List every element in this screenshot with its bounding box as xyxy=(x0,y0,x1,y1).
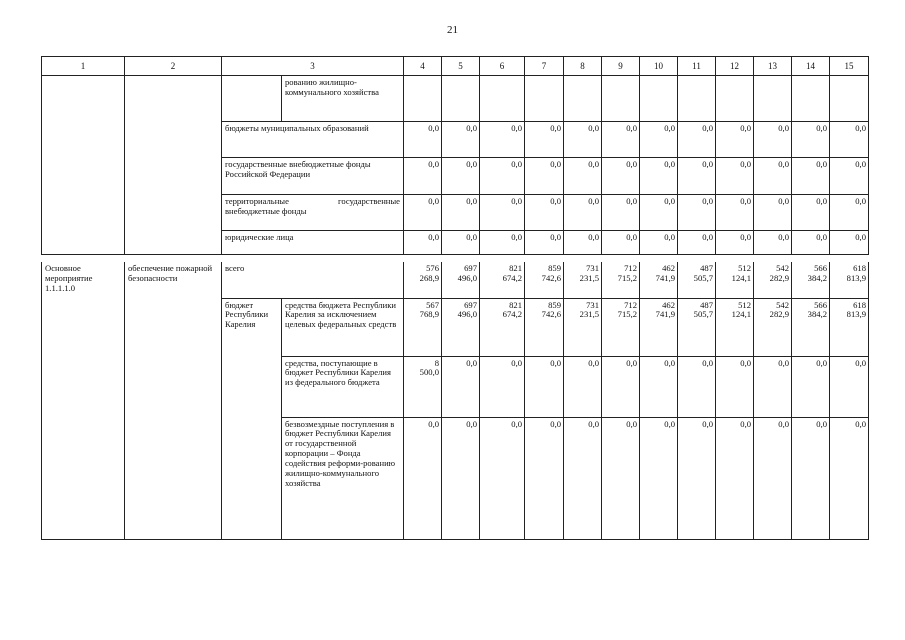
header-cell: 3 xyxy=(222,57,404,76)
value-cell: 512 124,1 xyxy=(716,298,754,356)
value-cell: 462 741,9 xyxy=(640,262,678,298)
header-row xyxy=(42,57,869,76)
header-cell: 2 xyxy=(125,57,222,76)
header-cell: 12 xyxy=(716,57,754,76)
value-cell: 0,0 xyxy=(716,231,754,255)
source-label: территориальные государственные внебюджетные фонды xyxy=(222,195,404,231)
value-cell: 0,0 xyxy=(602,356,640,417)
source-label: средства, поступающие в бюджет Республики Карелия из федерального бюджета xyxy=(282,356,404,417)
value-cell: 0,0 xyxy=(442,356,480,417)
value-cell: 0,0 xyxy=(754,195,792,231)
value-cell: 487 505,7 xyxy=(678,298,716,356)
value-cell: 0,0 xyxy=(442,195,480,231)
source-label: всего xyxy=(222,262,404,298)
value-cell: 0,0 xyxy=(754,231,792,255)
value-cell: 821 674,2 xyxy=(480,262,525,298)
value-cell: 0,0 xyxy=(716,417,754,539)
source-label: юридические лица xyxy=(222,231,404,255)
empty-cell xyxy=(42,76,125,255)
value-cell: 859 742,6 xyxy=(525,262,564,298)
header-cell: 1 xyxy=(42,57,125,76)
value-cell: 0,0 xyxy=(564,417,602,539)
value-cell: 697 496,0 xyxy=(442,262,480,298)
measure-description: обеспечение пожарной безопасности xyxy=(125,262,222,539)
value-cell: 712 715,2 xyxy=(602,298,640,356)
empty-cell xyxy=(442,76,480,122)
value-cell: 0,0 xyxy=(564,356,602,417)
header-cell: 14 xyxy=(792,57,830,76)
value-cell: 0,0 xyxy=(678,195,716,231)
value-cell: 0,0 xyxy=(525,417,564,539)
value-cell: 0,0 xyxy=(830,231,869,255)
value-cell: 0,0 xyxy=(678,122,716,158)
empty-cell xyxy=(792,76,830,122)
value-cell: 487 505,7 xyxy=(678,262,716,298)
value-cell: 0,0 xyxy=(480,356,525,417)
value-cell: 0,0 xyxy=(442,122,480,158)
value-cell: 0,0 xyxy=(716,356,754,417)
value-cell: 0,0 xyxy=(640,356,678,417)
value-cell: 0,0 xyxy=(754,417,792,539)
value-cell: 0,0 xyxy=(564,231,602,255)
empty-cell xyxy=(678,76,716,122)
empty-cell xyxy=(222,76,282,122)
value-cell: 0,0 xyxy=(602,195,640,231)
value-cell: 712 715,2 xyxy=(602,262,640,298)
value-cell: 0,0 xyxy=(754,158,792,195)
value-cell: 0,0 xyxy=(442,158,480,195)
header-cell: 13 xyxy=(754,57,792,76)
header-cell: 4 xyxy=(404,57,442,76)
value-cell: 0,0 xyxy=(480,195,525,231)
empty-cell xyxy=(640,76,678,122)
value-cell: 0,0 xyxy=(640,158,678,195)
value-cell: 0,0 xyxy=(442,417,480,539)
value-cell: 0,0 xyxy=(404,158,442,195)
value-cell: 0,0 xyxy=(564,195,602,231)
empty-cell xyxy=(525,76,564,122)
empty-cell xyxy=(602,76,640,122)
measure-name: Основное мероприятие 1.1.1.1.0 xyxy=(42,262,125,539)
value-cell: 0,0 xyxy=(404,195,442,231)
source-label: средства бюджета Республики Карелия за исключением целевых федеральных средств xyxy=(282,298,404,356)
value-cell: 0,0 xyxy=(480,158,525,195)
value-cell: 618 813,9 xyxy=(830,262,869,298)
empty-cell xyxy=(404,76,442,122)
empty-cell xyxy=(716,76,754,122)
value-cell: 0,0 xyxy=(716,158,754,195)
value-cell: 0,0 xyxy=(830,122,869,158)
value-cell: 0,0 xyxy=(525,356,564,417)
value-cell: 0,0 xyxy=(792,356,830,417)
value-cell: 542 282,9 xyxy=(754,262,792,298)
header-cell: 8 xyxy=(564,57,602,76)
budget-table xyxy=(41,56,869,255)
value-cell: 0,0 xyxy=(564,158,602,195)
value-cell: 566 384,2 xyxy=(792,298,830,356)
value-cell: 859 742,6 xyxy=(525,298,564,356)
value-cell: 0,0 xyxy=(480,122,525,158)
source-label: безвозмездные поступления в бюджет Республики Карелия от государственной корпорации – Фонда содействия реформи-рованию жилищно-коммунального хозяйства xyxy=(282,417,404,539)
value-cell: 0,0 xyxy=(754,356,792,417)
value-cell: 0,0 xyxy=(678,231,716,255)
value-cell: 0,0 xyxy=(792,417,830,539)
value-cell: 0,0 xyxy=(525,158,564,195)
value-cell: 0,0 xyxy=(830,195,869,231)
value-cell: 731 231,5 xyxy=(564,262,602,298)
value-cell: 0,0 xyxy=(678,356,716,417)
value-cell: 0,0 xyxy=(792,195,830,231)
value-cell: 0,0 xyxy=(678,417,716,539)
value-cell: 542 282,9 xyxy=(754,298,792,356)
value-cell: 0,0 xyxy=(602,158,640,195)
value-cell: 0,0 xyxy=(830,158,869,195)
page-number: 21 xyxy=(447,24,458,36)
source-label: бюджеты муниципальных образований xyxy=(222,122,404,158)
value-cell: 0,0 xyxy=(640,122,678,158)
value-cell: 821 674,2 xyxy=(480,298,525,356)
value-cell: 566 384,2 xyxy=(792,262,830,298)
value-cell: 0,0 xyxy=(602,231,640,255)
value-cell: 0,0 xyxy=(640,417,678,539)
value-cell: 0,0 xyxy=(564,122,602,158)
table-row xyxy=(42,262,869,298)
source-label: рованию жилищно-коммунального хозяйства xyxy=(282,76,404,122)
value-cell: 8 500,0 xyxy=(404,356,442,417)
value-cell: 0,0 xyxy=(792,122,830,158)
empty-cell xyxy=(480,76,525,122)
header-cell: 15 xyxy=(830,57,869,76)
value-cell: 0,0 xyxy=(404,122,442,158)
value-cell: 0,0 xyxy=(792,231,830,255)
value-cell: 0,0 xyxy=(830,417,869,539)
value-cell: 0,0 xyxy=(525,195,564,231)
empty-cell xyxy=(830,76,869,122)
value-cell: 0,0 xyxy=(678,158,716,195)
value-cell: 0,0 xyxy=(716,195,754,231)
value-cell: 0,0 xyxy=(716,122,754,158)
value-cell: 0,0 xyxy=(754,122,792,158)
empty-cell xyxy=(125,76,222,255)
header-cell: 11 xyxy=(678,57,716,76)
value-cell: 0,0 xyxy=(792,158,830,195)
value-cell: 0,0 xyxy=(404,417,442,539)
value-cell: 0,0 xyxy=(480,417,525,539)
header-cell: 10 xyxy=(640,57,678,76)
empty-cell xyxy=(564,76,602,122)
value-cell: 0,0 xyxy=(525,231,564,255)
value-cell: 0,0 xyxy=(404,231,442,255)
budget-group-label: бюджет Республики Карелия xyxy=(222,298,282,539)
value-cell: 0,0 xyxy=(640,231,678,255)
value-cell: 576 268,9 xyxy=(404,262,442,298)
value-cell: 567 768,9 xyxy=(404,298,442,356)
value-cell: 0,0 xyxy=(480,231,525,255)
value-cell: 0,0 xyxy=(525,122,564,158)
header-cell: 6 xyxy=(480,57,525,76)
source-label: государственные внебюджетные фонды Российской Федерации xyxy=(222,158,404,195)
value-cell: 462 741,9 xyxy=(640,298,678,356)
header-cell: 9 xyxy=(602,57,640,76)
value-cell: 0,0 xyxy=(602,417,640,539)
value-cell: 0,0 xyxy=(442,231,480,255)
value-cell: 0,0 xyxy=(830,356,869,417)
value-cell: 697 496,0 xyxy=(442,298,480,356)
value-cell: 618 813,9 xyxy=(830,298,869,356)
empty-cell xyxy=(754,76,792,122)
value-cell: 731 231,5 xyxy=(564,298,602,356)
value-cell: 0,0 xyxy=(602,122,640,158)
measure-table xyxy=(41,262,869,540)
value-cell: 0,0 xyxy=(640,195,678,231)
value-cell: 512 124,1 xyxy=(716,262,754,298)
header-cell: 7 xyxy=(525,57,564,76)
header-cell: 5 xyxy=(442,57,480,76)
table-row xyxy=(42,76,869,122)
